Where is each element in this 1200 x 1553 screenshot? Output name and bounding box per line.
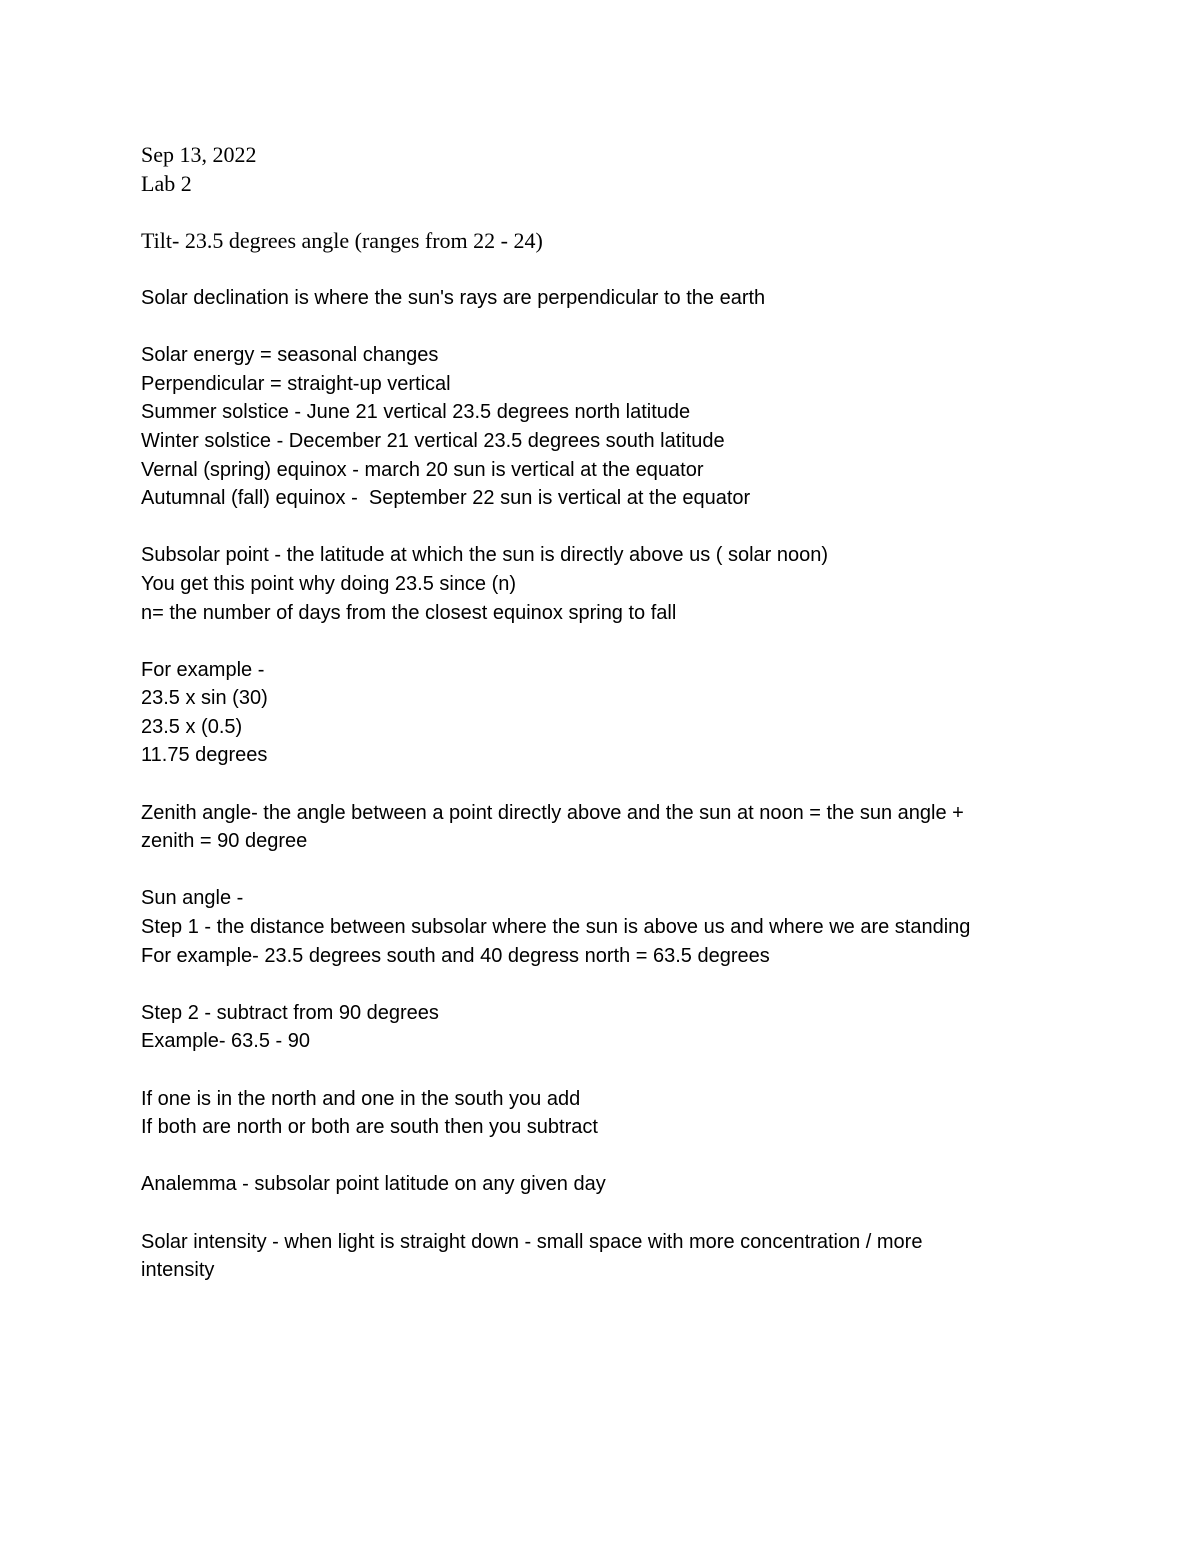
seasons-line: Autumnal (fall) equinox - September 22 sun is vertical at the equator: [141, 487, 751, 510]
seasons-line: Summer solstice - June 21 vertical 23.5 degrees north latitude: [141, 401, 691, 424]
rule-line: If one is in the north and one in the south you add: [141, 1087, 581, 1110]
tilt-line: Tilt- 23.5 degrees angle (ranges from 22 - 24): [141, 227, 543, 253]
intensity-line: Solar intensity - when light is straight down - small space with more concentration / more: [141, 1230, 923, 1253]
blank-line: [141, 1142, 1141, 1171]
declination-line: Solar declination is where the sun's rays are perpendicular to the earth: [141, 286, 766, 309]
seasons-line: Winter solstice - December 21 vertical 23.5 degrees south latitude: [141, 429, 725, 452]
example-line: 23.5 x sin (30): [141, 687, 268, 710]
blank-line: [141, 970, 1141, 999]
date-line: Sep 13, 2022: [141, 142, 257, 167]
blank-line: [141, 770, 1141, 799]
example-line: 11.75 degrees: [141, 744, 268, 767]
blank-line: [141, 1056, 1141, 1085]
analemma-line: Analemma - subsolar point latitude on any given day: [141, 1173, 606, 1196]
subsolar-line: You get this point why doing 23.5 since (n): [141, 572, 517, 595]
blank-line: [141, 313, 1141, 342]
sun-angle-line: Sun angle -: [141, 887, 244, 910]
document-page: [141, 141, 1141, 1285]
blank-line: [141, 198, 1141, 227]
seasons-line: Vernal (spring) equinox - march 20 sun is vertical at the equator: [141, 458, 704, 481]
blank-line: [141, 255, 1141, 284]
sun-angle-line: Step 1 - the distance between subsolar where the sun is above us and where we are standing: [141, 916, 971, 939]
blank-line: [141, 1199, 1141, 1228]
rule-line: If both are north or both are south then you subtract: [141, 1116, 598, 1139]
blank-line: [141, 627, 1141, 656]
step2-line: Step 2 - subtract from 90 degrees: [141, 1001, 439, 1024]
step2-line: Example- 63.5 - 90: [141, 1030, 310, 1053]
subsolar-line: Subsolar point - the latitude at which the sun is directly above us ( solar noon): [141, 544, 829, 567]
subsolar-line: n= the number of days from the closest equinox spring to fall: [141, 601, 677, 624]
blank-line: [141, 856, 1141, 885]
intensity-line: intensity: [141, 1259, 215, 1282]
seasons-line: Solar energy = seasonal changes: [141, 344, 439, 367]
example-line: For example -: [141, 658, 265, 681]
zenith-line: Zenith angle- the angle between a point directly above and the sun at noon = the sun angle +: [141, 801, 964, 824]
lab-title: Lab 2: [141, 170, 192, 196]
example-line: 23.5 x (0.5): [141, 715, 243, 738]
sun-angle-line: For example- 23.5 degrees south and 40 degress north = 63.5 degrees: [141, 944, 770, 967]
zenith-line: zenith = 90 degree: [141, 830, 308, 853]
blank-line: [141, 513, 1141, 542]
seasons-line: Perpendicular = straight-up vertical: [141, 372, 451, 395]
